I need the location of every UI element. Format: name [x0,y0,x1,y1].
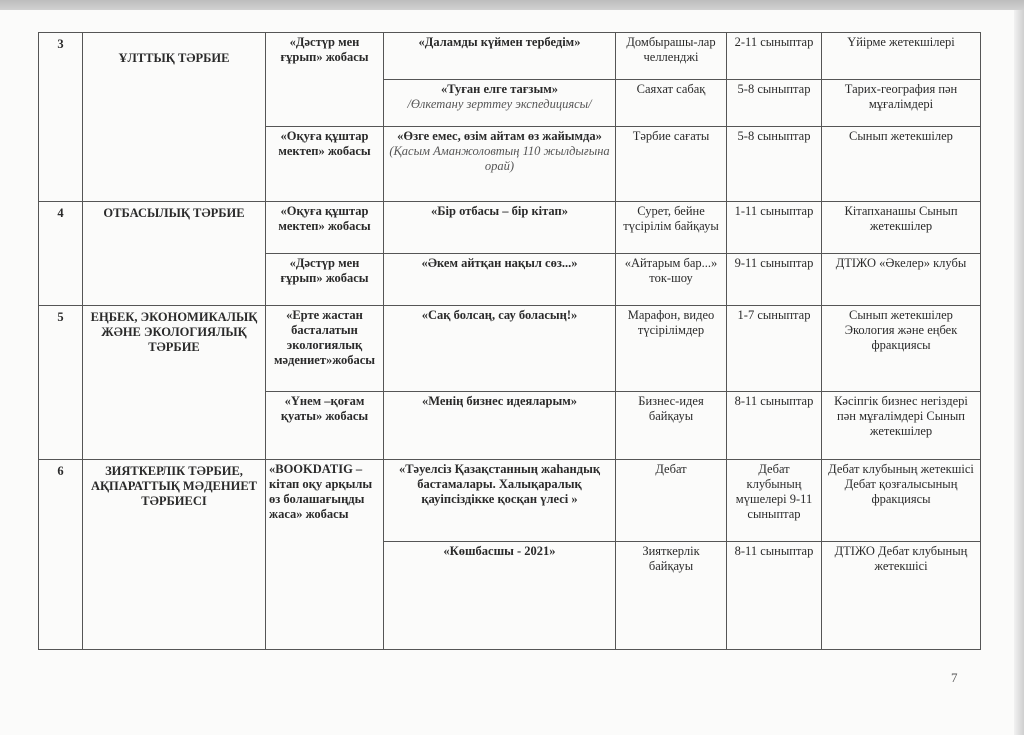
project-cell: «Оқуға құштар мектеп» жобасы [266,127,384,202]
responsible-cell: Тарих-география пән мұғалімдері [822,80,981,127]
row-number: 5 [39,306,83,460]
classes-cell: 5-8 сыныптар [727,80,822,127]
project-cell: «Ерте жастан басталатын экологиялық мәдениет»жобасы [266,306,384,392]
form-cell: Сурет, бейне түсірілім байқауы [616,202,727,254]
form-cell: Домбырашы-лар челленджі [616,33,727,80]
responsible-cell: Сынып жетекшілер [822,127,981,202]
event-title: «Бір отбасы – бір кітап» [431,204,568,218]
row-number: 6 [39,460,83,650]
form-cell: «Айтарым бар...» ток-шоу [616,254,727,306]
event-cell [384,254,616,306]
classes-cell: 8-11 сыныптар [727,392,822,460]
table-row [39,33,981,80]
event-cell [384,33,616,80]
category-cell: ҰЛТТЫҚ ТӘРБИЕ [83,33,266,202]
form-cell: Дебат [616,460,727,542]
event-title: «Әкем айтқан нақыл сөз...» [421,256,578,270]
classes-cell: Дебат клубының мүшелері 9-11 сыныптар [727,460,822,542]
event-title: «Көшбасшы - 2021» [443,544,556,558]
event-cell [384,80,616,127]
event-title: «Менің бизнес идеяларым» [421,394,578,408]
form-cell: Марафон, видео түсірілімдер [616,306,727,392]
project-cell: «BOOKDATIG – кітап оқу арқылы өз болашағыңды жаса» жобасы [266,460,384,650]
event-note: (Қасым Аманжоловтың 110 жылдығына орай) [389,144,610,173]
event-note: /Өлкетану зерттеу экспедициясы/ [407,97,592,111]
responsible-cell: ДТІЖО «Әкелер» клубы [822,254,981,306]
event-title: «Тәуелсіз Қазақстанның жаһандық бастамалары. Халықаралық қауіпсіздікке қосқан үлесі » [398,462,601,506]
event-cell [384,542,616,650]
event-cell [384,460,616,542]
table-row [39,202,981,254]
event-cell [384,392,616,460]
row-number: 3 [39,33,83,202]
responsible-cell: Кәсіпгік бизнес негіздері пән мұғалімдері Сынып жетекшілер [822,392,981,460]
event-cell [384,127,616,202]
classes-cell: 1-7 сыныптар [727,306,822,392]
event-cell [384,306,616,392]
responsible-cell: ДТІЖО Дебат клубының жетекшісі [822,542,981,650]
row-number: 4 [39,202,83,306]
category-cell: ЗИЯТКЕРЛІК ТӘРБИЕ, АҚПАРАТТЫҚ МӘДЕНИЕТ ТӘРБИЕСІ [83,460,266,650]
event-title: «Даламды күймен тербедім» [418,35,581,49]
event-title: «Туған елге тағзым» [441,82,558,96]
classes-cell: 2-11 сыныптар [727,33,822,80]
table-row [39,306,981,392]
table-row [39,460,981,542]
scan-right-edge [1014,10,1024,735]
project-cell: «Дәстүр мен ғұрып» жобасы [266,33,384,127]
form-cell: Бизнес-идея байқауы [616,392,727,460]
plan-table [38,32,981,650]
event-title: «Өзге емес, өзім айтам өз жайымда» [397,129,602,143]
category-cell: ОТБАСЫЛЫҚ ТӘРБИЕ [83,202,266,306]
responsible-cell: Сынып жетекшілер Экология және еңбек фракциясы [822,306,981,392]
project-cell: «Дәстүр мен ғұрып» жобасы [266,254,384,306]
form-cell: Зияткерлік байқауы [616,542,727,650]
project-cell: «Үнем –қоғам қуаты» жобасы [266,392,384,460]
classes-cell: 1-11 сыныптар [727,202,822,254]
form-cell: Саяхат сабақ [616,80,727,127]
category-cell: ЕҢБЕК, ЭКОНОМИКАЛЫҚ ЖӘНЕ ЭКОЛОГИЯЛЫҚ ТӘРБИЕ [83,306,266,460]
form-cell: Тәрбие сағаты [616,127,727,202]
responsible-cell: Дебат клубының жетекшісі Дебат қозғалысының фракциясы [822,460,981,542]
classes-cell: 5-8 сыныптар [727,127,822,202]
classes-cell: 9-11 сыныптар [727,254,822,306]
event-cell [384,202,616,254]
responsible-cell: Үйірме жетекшілері [822,33,981,80]
responsible-cell: Кітапханашы Сынып жетекшілер [822,202,981,254]
classes-cell: 8-11 сыныптар [727,542,822,650]
event-title: «Сақ болсаң, сау боласың!» [421,308,578,322]
project-cell: «Оқуға құштар мектеп» жобасы [266,202,384,254]
page-number: 7 [951,670,958,685]
